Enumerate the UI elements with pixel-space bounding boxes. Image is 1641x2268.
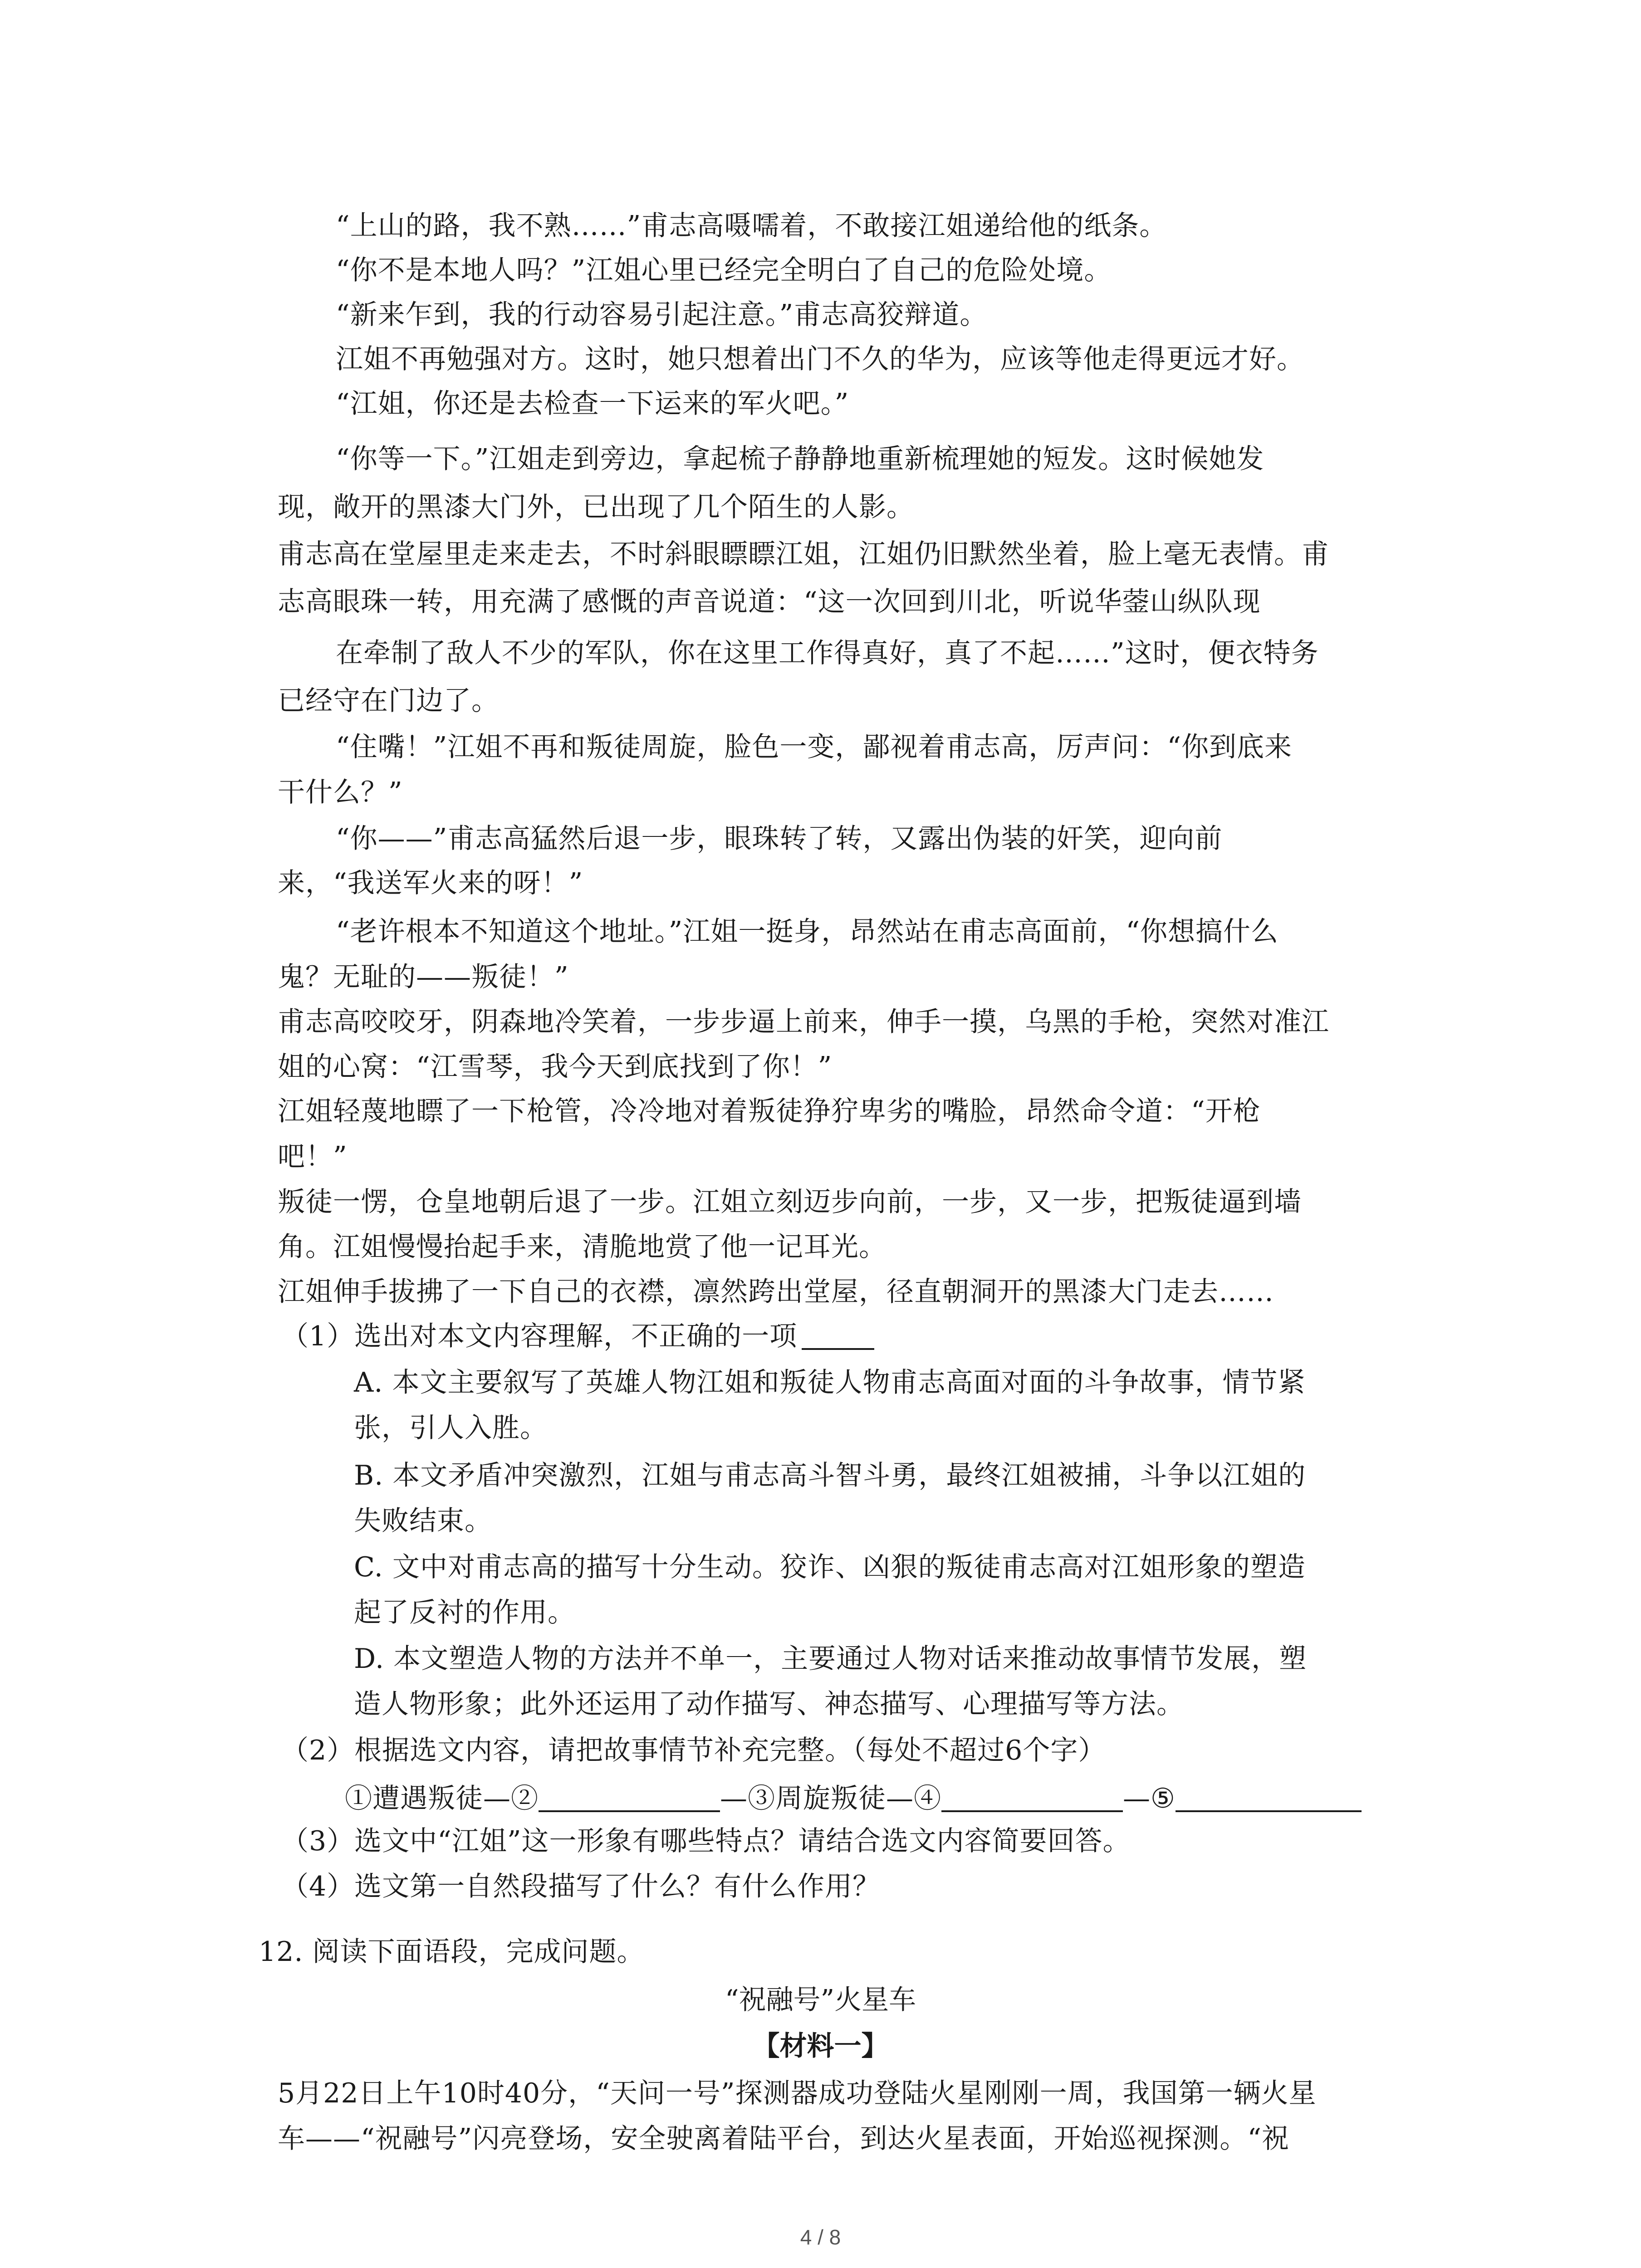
plot-step-1: ①遭遇叛徒—② bbox=[345, 1783, 539, 1814]
question-1 bbox=[281, 1317, 874, 1356]
answer-blank-4[interactable] bbox=[941, 1783, 1123, 1812]
text-line: 姐的心窝：“江雪琴，我今天到底找到了你！” bbox=[278, 1051, 833, 1083]
text-line: 志高眼珠一转，用充满了感慨的声音说道：“这一次回到川北，听说华蓥山纵队现 bbox=[278, 586, 1261, 618]
text-line: 干什么？” bbox=[278, 777, 403, 808]
plot-step-3: —③周旋叛徒—④ bbox=[720, 1783, 941, 1814]
section-12-heading: 12. 阅读下面语段，完成问题。 bbox=[259, 1936, 645, 1968]
plot-fill-line bbox=[345, 1779, 1362, 1818]
option-a: A. 本文主要叙写了英雄人物江姐和叛徒人物甫志高面对面的斗争故事，情节紧 bbox=[354, 1367, 1306, 1398]
article-line: 车——“祝融号”闪亮登场，安全驶离着陆平台，到达火星表面，开始巡视探测。“祝 bbox=[278, 2123, 1290, 2155]
question-3: （3）选文中“江姐”这一形象有哪些特点？请结合选文内容简要回答。 bbox=[281, 1825, 1131, 1857]
text-line: “住嘴！”江姐不再和叛徒周旋，脸色一变，鄙视着甫志高，厉声问：“你到底来 bbox=[336, 731, 1293, 763]
page-number: 4 / 8 bbox=[800, 2225, 841, 2249]
article-line: 5月22日上午10时40分，“天问一号”探测器成功登陆火星刚刚一周，我国第一辆火星 bbox=[278, 2077, 1317, 2109]
text-line: 甫志高咬咬牙，阴森地冷笑着，一步步逼上前来，伸手一摸，乌黑的手枪，突然对准江 bbox=[278, 1006, 1329, 1038]
option-a-cont: 张，引人入胜。 bbox=[354, 1412, 548, 1444]
text-line: 甫志高在堂屋里走来走去，不时斜眼瞟瞟江姐，江姐仍旧默然坐着，脸上毫无表情。甫 bbox=[278, 538, 1329, 570]
text-line: “江姐，你还是去检查一下运来的军火吧。” bbox=[336, 388, 849, 420]
text-line: “老许根本不知道这个地址。”江姐一挺身，昂然站在甫志高面前，“你想搞什么 bbox=[336, 916, 1279, 948]
question-4: （4）选文第一自然段描写了什么？有什么作用？ bbox=[281, 1871, 881, 1902]
answer-blank-2[interactable] bbox=[539, 1783, 720, 1812]
option-c-cont: 起了反衬的作用。 bbox=[354, 1597, 575, 1628]
answer-blank-5[interactable] bbox=[1176, 1783, 1362, 1812]
text-line: “新来乍到，我的行动容易引起注意。”甫志高狡辩道。 bbox=[336, 299, 988, 331]
text-line: 江姐不再勉强对方。这时，她只想着出门不久的华为，应该等他走得更远才好。 bbox=[336, 343, 1304, 375]
text-line: 吧！” bbox=[278, 1141, 348, 1173]
question-1-text: （1）选出对本文内容理解，不正确的一项 bbox=[281, 1320, 798, 1352]
article-title: “祝融号”火星车 bbox=[725, 1984, 916, 2016]
answer-blank[interactable] bbox=[802, 1321, 874, 1350]
option-b: B. 本文矛盾冲突激烈，江姐与甫志高斗智斗勇，最终江姐被捕，斗争以江姐的 bbox=[354, 1460, 1306, 1491]
plot-step-5: —⑤ bbox=[1123, 1783, 1176, 1814]
text-line: 江姐轻蔑地瞟了一下枪管，冷冷地对着叛徒狰狞卑劣的嘴脸，昂然命令道：“开枪 bbox=[278, 1095, 1261, 1127]
text-line: “你等一下。”江姐走到旁边，拿起梳子静静地重新梳理她的短发。这时候她发 bbox=[336, 443, 1264, 475]
text-line: 来，“我送军火来的呀！” bbox=[278, 867, 583, 899]
text-line: “你——”甫志高猛然后退一步，眼珠转了转，又露出伪装的奸笑，迎向前 bbox=[336, 823, 1223, 855]
option-c: C. 文中对甫志高的描写十分生动。狡诈、凶狠的叛徒甫志高对江姐形象的塑造 bbox=[354, 1551, 1306, 1583]
text-line: 角。江姐慢慢抬起手来，清脆地赏了他一记耳光。 bbox=[278, 1231, 887, 1263]
material-label: 【材料一】 bbox=[752, 2030, 889, 2062]
text-line: 鬼？无耻的——叛徒！” bbox=[278, 961, 569, 993]
text-line: 江姐伸手拔拂了一下自己的衣襟，凛然跨出堂屋，径直朝洞开的黑漆大门走去…… bbox=[278, 1276, 1274, 1308]
text-line: 现，敞开的黑漆大门外，已出现了几个陌生的人影。 bbox=[278, 491, 914, 523]
question-2: （2）根据选文内容，请把故事情节补充完整。（每处不超过6个字） bbox=[281, 1735, 1106, 1766]
text-line: 在牵制了敌人不少的军队，你在这里工作得真好，真了不起……”这时，便衣特务 bbox=[336, 637, 1319, 669]
text-line: “上山的路，我不熟……”甫志高嗫嚅着，不敢接江姐递给他的纸条。 bbox=[336, 210, 1167, 242]
text-line: “你不是本地人吗？”江姐心里已经完全明白了自己的危险处境。 bbox=[336, 254, 1112, 286]
option-d: D. 本文塑造人物的方法并不单一，主要通过人物对话来推动故事情节发展，塑 bbox=[354, 1643, 1307, 1675]
option-d-cont: 造人物形象；此外还运用了动作描写、神态描写、心理描写等方法。 bbox=[354, 1688, 1184, 1720]
option-b-cont: 失败结束。 bbox=[354, 1505, 492, 1537]
text-line: 叛徒一愣，仓皇地朝后退了一步。江姐立刻迈步向前，一步，又一步，把叛徒逼到墙 bbox=[278, 1186, 1302, 1218]
text-line: 已经守在门边了。 bbox=[278, 685, 499, 717]
